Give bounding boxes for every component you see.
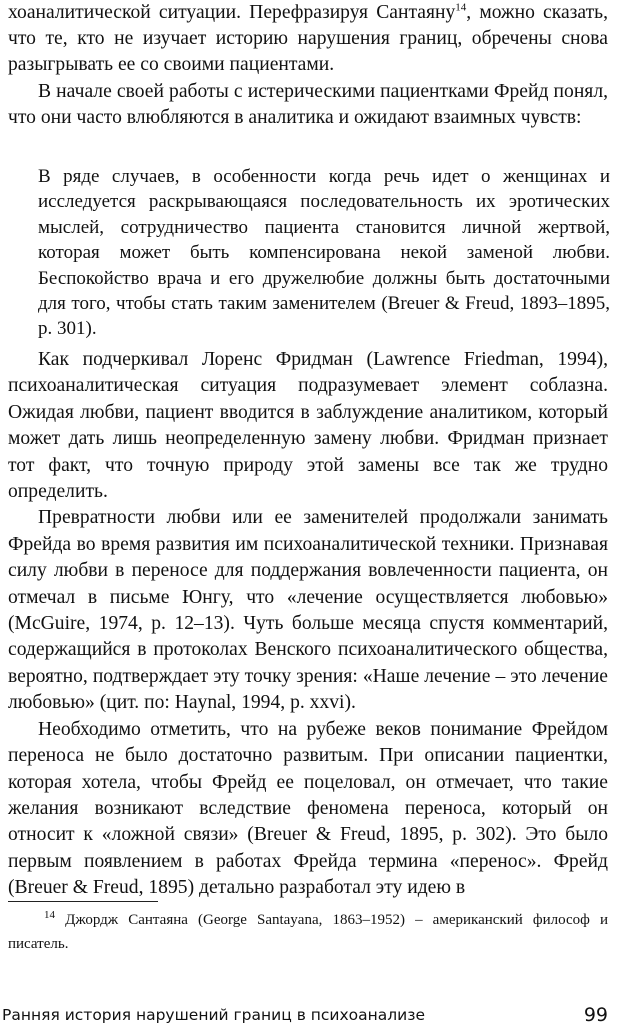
paragraph-vicissitudes-of-love: Превратности любви или ее заменителей продолжали занимать Фрейда во время развития им психоаналитической техники. Признавая силу любви в переносе для поддержания вовлеченности пациента, он отмечал в письме Юнгу, что «лечение осуществляется любовью» (McGuire, 1974, p. 12–13). Чуть больше месяца спустя комментарий, содержащийся в протоколах Венского психоаналитического общества, вероятно, подтверждает эту точку зрения: «Наше лечение – это лечение любовью» (цит. по: Haynal, 1994, p. xxvi). [8, 507, 608, 714]
footnote-number: 14 [44, 909, 55, 921]
page-number: 99 [583, 1004, 608, 1026]
footnote-14 [8, 908, 608, 956]
paragraph-transference: Необходимо отметить, что на рубеже веков понимание Фрейдом переноса не было достаточно развитым. При описании пациентки, которая хотела, чтобы Фрейд ее поцеловал, он отмечает, что такие желания возникают вследствие феномена переноса, который он относит к «ложной связи» (Breuer & Freud, 1895, p. 302). Это было первым появлением в работах Фрейда термина «перенос». Фрейд (Breuer & Freud, 1895) детально разработал эту идею в [8, 718, 608, 899]
block-quote: В ряде случаев, в особенности когда речь идет о женщинах и исследуется раскрывающаяся последовательность их эротических мыслей, сотрудничество пациента становится личной жертвой, которая может быть компенсирована некой заменой любви. Беспокойство врача и его дружелюбие должны быть достаточными для того, чтобы стать таким заменителем (Breuer & Freud, 1893–1895, p. 301). [38, 166, 610, 340]
continued-text: хоаналитической ситуации. Перефразируя Сантаяну [8, 2, 456, 23]
opening-paragraphs [8, 0, 608, 131]
footnote-ref-14: 14 [455, 1, 467, 14]
running-footer [0, 1004, 620, 1028]
continued-paragraph [8, 0, 608, 79]
footnote-divider [8, 901, 158, 902]
running-title: Ранняя история нарушений границ в психоанализе [2, 1006, 426, 1024]
main-body [8, 347, 608, 902]
footnote-text: Джордж Сантаяна (George Santayana, 1863–1952) – американский философ и писатель. [8, 912, 608, 952]
continued-text-rest: , можно сказать, что те, кто не изучает историю нарушения границ, обречены снова разыгрывать ее со своими пациентами. [8, 2, 608, 76]
paragraph-friedman: Как подчеркивал Лоренс Фридман (Lawrence Friedman, 1994), психоаналитическая ситуация подразумевает элемент соблазна. Ожидая любви, пациент вводится в заблуждение аналитиком, который может дать лишь неопределенную замену любви. Фридман признает тот факт, что точную природу этой замены все так же трудно определить. [8, 349, 608, 503]
paragraph-freud-hysterics: В начале своей работы с истерическими пациентками Фрейд понял, что они часто влюбляются в аналитика и ожидают взаимных чувств: [8, 80, 608, 128]
